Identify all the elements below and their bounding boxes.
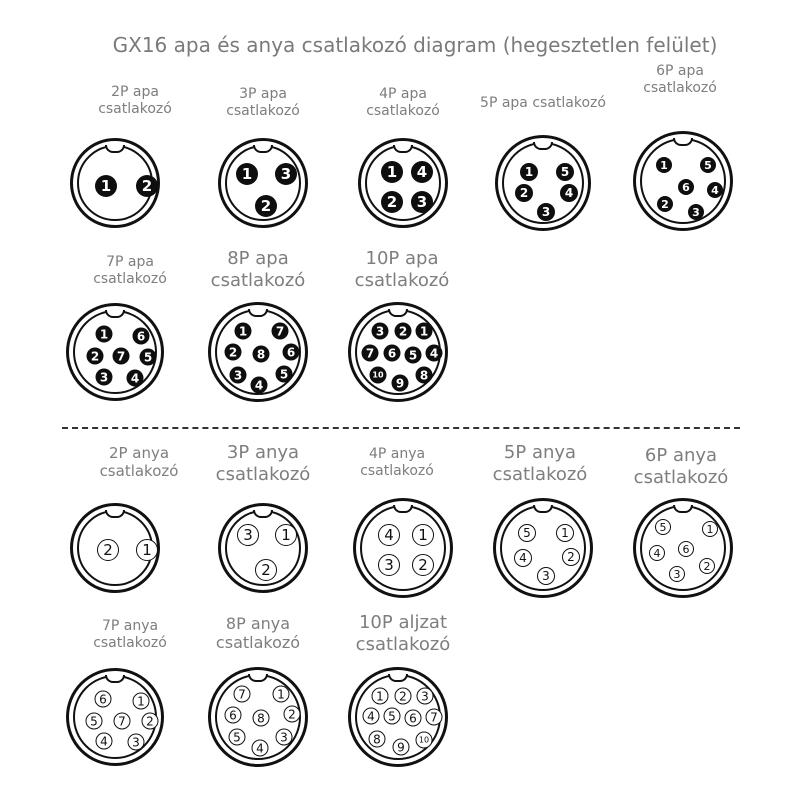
female-pin-4: 4 bbox=[363, 708, 380, 725]
label-line: csatlakozó bbox=[360, 462, 434, 479]
female-connector-label bbox=[634, 445, 729, 488]
female-connector-face bbox=[218, 503, 308, 593]
male-connector-face bbox=[66, 303, 164, 401]
male-connector-label bbox=[98, 84, 172, 118]
female-connector-face bbox=[208, 667, 308, 767]
male-pin-4: 4 bbox=[127, 370, 144, 387]
male-connector-label bbox=[211, 248, 306, 291]
label-line: csatlakozó bbox=[93, 270, 167, 287]
label-line: 3P apa bbox=[239, 86, 287, 102]
male-pin-9: 9 bbox=[392, 375, 409, 392]
female-connector-label bbox=[216, 614, 300, 652]
label-line: csatlakozó bbox=[215, 633, 301, 653]
label-line: 6P apa bbox=[656, 63, 704, 79]
male-pin-2: 2 bbox=[381, 191, 403, 213]
male-connector-face bbox=[633, 131, 733, 231]
female-pin-6: 6 bbox=[678, 541, 694, 557]
female-pin-1: 1 bbox=[412, 524, 434, 546]
female-pin-3: 3 bbox=[417, 688, 434, 705]
label-line: 2P anya bbox=[108, 444, 170, 462]
male-pin-2: 2 bbox=[87, 348, 104, 365]
female-pin-4: 4 bbox=[378, 524, 400, 546]
female-pin-4: 4 bbox=[514, 549, 532, 567]
label-line: csatlakozó bbox=[633, 466, 729, 488]
male-pin-2: 2 bbox=[657, 196, 673, 212]
male-pin-5: 5 bbox=[276, 366, 293, 383]
female-pin-1: 1 bbox=[702, 521, 718, 537]
male-pin-6: 6 bbox=[133, 328, 150, 345]
male-connector-label bbox=[355, 248, 450, 291]
male-connector-face bbox=[358, 138, 448, 228]
label-line: csatlakozó bbox=[226, 102, 300, 119]
male-pin-3: 3 bbox=[230, 367, 247, 384]
male-pin-5: 5 bbox=[700, 157, 716, 173]
male-connector-label bbox=[643, 63, 717, 97]
female-pin-5: 5 bbox=[384, 708, 401, 725]
female-pin-1: 1 bbox=[136, 539, 158, 561]
female-pin-5: 5 bbox=[229, 729, 246, 746]
female-pin-1: 1 bbox=[133, 693, 150, 710]
male-pin-7: 7 bbox=[113, 348, 130, 365]
male-pin-7: 7 bbox=[362, 345, 379, 362]
female-connector-label bbox=[493, 442, 588, 485]
label-line: csatlakozó bbox=[98, 100, 172, 117]
label-line: 10P apa bbox=[365, 248, 439, 269]
female-pin-1: 1 bbox=[273, 686, 290, 703]
male-pin-3: 3 bbox=[688, 204, 704, 220]
female-pin-6: 6 bbox=[405, 710, 422, 727]
male-connector-face bbox=[495, 135, 591, 231]
male-pin-4: 4 bbox=[251, 377, 268, 394]
female-pin-2: 2 bbox=[255, 559, 277, 581]
female-pin-4: 4 bbox=[96, 733, 113, 750]
female-pin-3: 3 bbox=[378, 554, 400, 576]
female-pin-5: 5 bbox=[518, 524, 536, 542]
label-line: 6P anya bbox=[644, 445, 718, 466]
male-pin-2: 2 bbox=[395, 323, 412, 340]
female-pin-4: 4 bbox=[252, 740, 269, 757]
female-connector-face bbox=[70, 503, 160, 593]
male-pin-3: 3 bbox=[372, 323, 389, 340]
female-pin-6: 6 bbox=[95, 691, 112, 708]
male-pin-6: 6 bbox=[283, 344, 300, 361]
label-line: 8P apa bbox=[227, 248, 289, 269]
label-line: 7P apa bbox=[106, 254, 154, 270]
male-connector-face bbox=[208, 302, 308, 402]
male-pin-4: 4 bbox=[707, 182, 723, 198]
label-line: csatlakozó bbox=[210, 269, 306, 291]
male-pin-6: 6 bbox=[384, 345, 401, 362]
female-pin-2: 2 bbox=[97, 539, 119, 561]
section-divider bbox=[62, 427, 740, 429]
label-line: csatlakozó bbox=[93, 634, 167, 651]
female-connector-face bbox=[353, 498, 453, 598]
female-pin-7: 7 bbox=[114, 713, 131, 730]
male-pin-3: 3 bbox=[96, 369, 113, 386]
female-pin-7: 7 bbox=[234, 686, 251, 703]
label-line: 4P apa bbox=[379, 86, 427, 102]
label-line: 2P apa bbox=[111, 84, 159, 100]
male-pin-4: 4 bbox=[560, 184, 578, 202]
male-pin-8: 8 bbox=[253, 346, 270, 363]
male-connector-face bbox=[70, 138, 160, 228]
female-connector-face bbox=[633, 498, 733, 598]
male-pin-10: 10 bbox=[370, 367, 387, 384]
male-connector-label bbox=[93, 254, 167, 288]
male-pin-2: 2 bbox=[255, 195, 277, 217]
label-line: csatlakozó bbox=[354, 269, 450, 291]
female-pin-8: 8 bbox=[253, 710, 270, 727]
male-pin-2: 2 bbox=[136, 175, 158, 197]
female-connector-face bbox=[348, 667, 448, 767]
label-line: 10P aljzat bbox=[358, 612, 448, 633]
label-line: 4P anya bbox=[368, 446, 426, 462]
male-connector-label bbox=[226, 86, 300, 120]
female-pin-9: 9 bbox=[393, 739, 410, 756]
male-pin-5: 5 bbox=[405, 347, 422, 364]
male-pin-8: 8 bbox=[416, 367, 433, 384]
female-connector-label bbox=[216, 442, 311, 485]
female-pin-2: 2 bbox=[395, 688, 412, 705]
male-pin-5: 5 bbox=[140, 349, 157, 366]
male-pin-1: 1 bbox=[416, 323, 433, 340]
connector-inner-ring bbox=[360, 505, 446, 591]
female-connector-label bbox=[360, 446, 434, 480]
diagram-title: GX16 apa és anya csatlakozó diagram (hegesztetlen felület) bbox=[112, 33, 718, 57]
female-pin-1: 1 bbox=[372, 688, 389, 705]
female-pin-8: 8 bbox=[369, 731, 386, 748]
male-pin-1: 1 bbox=[520, 163, 538, 181]
female-pin-3: 3 bbox=[669, 566, 685, 582]
female-pin-3: 3 bbox=[237, 524, 259, 546]
male-connector-face bbox=[348, 302, 448, 402]
male-pin-2: 2 bbox=[515, 184, 533, 202]
male-pin-4: 4 bbox=[426, 345, 443, 362]
female-pin-3: 3 bbox=[276, 729, 293, 746]
label-line: 5P anya bbox=[503, 442, 577, 463]
male-pin-3: 3 bbox=[411, 191, 433, 213]
male-pin-1: 1 bbox=[381, 161, 403, 183]
label-line: csatlakozó bbox=[215, 463, 311, 485]
female-pin-2: 2 bbox=[562, 548, 580, 566]
female-connector-label bbox=[356, 612, 451, 655]
male-connector-face bbox=[218, 138, 308, 228]
male-pin-3: 3 bbox=[275, 163, 297, 185]
female-pin-2: 2 bbox=[284, 706, 301, 723]
female-connector-label bbox=[93, 618, 167, 652]
female-pin-2: 2 bbox=[142, 713, 159, 730]
male-pin-1: 1 bbox=[96, 326, 113, 343]
female-pin-6: 6 bbox=[225, 707, 242, 724]
female-pin-3: 3 bbox=[128, 734, 145, 751]
label-line: csatlakozó bbox=[99, 462, 179, 480]
label-line: csatlakozó bbox=[492, 463, 588, 485]
male-pin-1: 1 bbox=[235, 323, 252, 340]
female-connector-face bbox=[493, 498, 593, 598]
female-pin-4: 4 bbox=[649, 545, 665, 561]
male-pin-3: 3 bbox=[537, 203, 555, 221]
female-pin-10: 10 bbox=[416, 732, 433, 749]
label-line: csatlakozó bbox=[366, 102, 440, 119]
label-line: 7P anya bbox=[101, 618, 159, 634]
female-pin-2: 2 bbox=[699, 558, 715, 574]
male-pin-1: 1 bbox=[236, 163, 258, 185]
male-pin-1: 1 bbox=[656, 157, 672, 173]
female-connector-face bbox=[66, 668, 164, 766]
male-pin-1: 1 bbox=[95, 175, 117, 197]
female-pin-7: 7 bbox=[426, 709, 443, 726]
female-pin-3: 3 bbox=[537, 567, 555, 585]
label-line: csatlakozó bbox=[643, 79, 717, 96]
label-line: 3P anya bbox=[226, 442, 300, 463]
female-pin-5: 5 bbox=[86, 713, 103, 730]
male-pin-7: 7 bbox=[272, 323, 289, 340]
male-pin-2: 2 bbox=[225, 344, 242, 361]
female-pin-1: 1 bbox=[275, 524, 297, 546]
female-connector-label bbox=[100, 444, 179, 480]
male-connector-label bbox=[366, 86, 440, 120]
male-pin-4: 4 bbox=[411, 161, 433, 183]
male-pin-5: 5 bbox=[556, 163, 574, 181]
label-line: 8P anya bbox=[225, 614, 291, 633]
female-pin-5: 5 bbox=[655, 519, 671, 535]
female-pin-2: 2 bbox=[412, 554, 434, 576]
label-line: csatlakozó bbox=[355, 633, 451, 655]
label-line: 5P apa csatlakozó bbox=[480, 95, 606, 111]
male-connector-label bbox=[480, 95, 606, 112]
female-pin-1: 1 bbox=[556, 524, 574, 542]
male-pin-6: 6 bbox=[678, 179, 694, 195]
